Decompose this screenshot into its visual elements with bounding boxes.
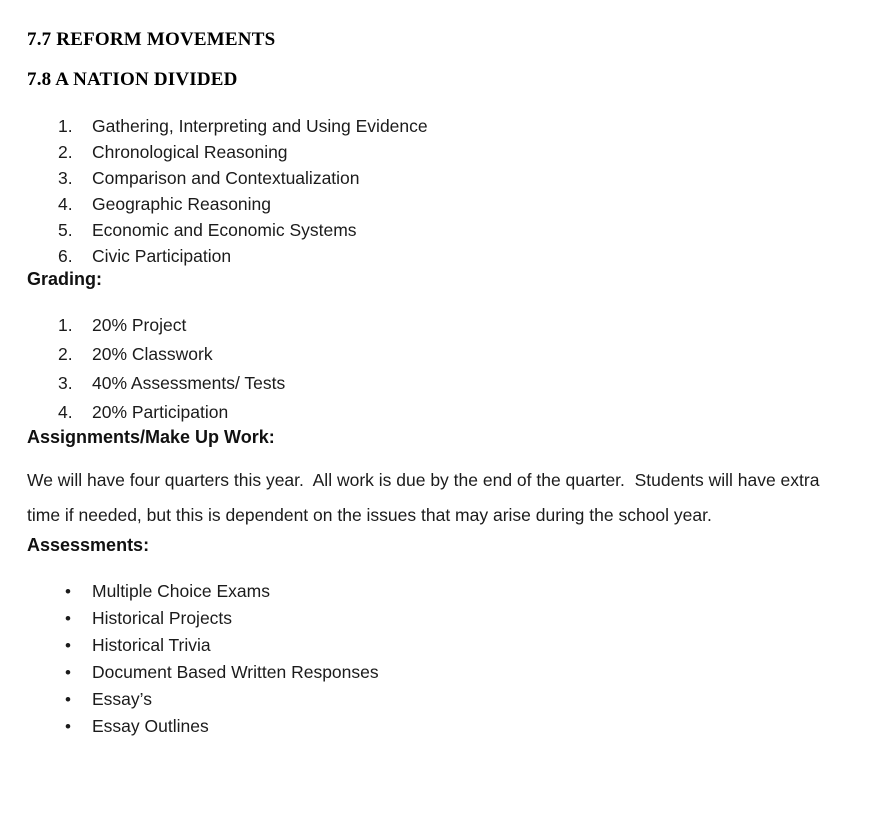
- assessments-heading: Assessments:: [27, 535, 150, 555]
- list-number: 4.: [58, 402, 73, 422]
- grading-heading: Grading:: [27, 269, 102, 289]
- list-item-text: Multiple Choice Exams: [92, 581, 270, 601]
- list-item: [27, 713, 848, 740]
- list-number: 1.: [58, 315, 73, 335]
- list-item: [27, 217, 848, 243]
- list-item-text: Essay Outlines: [92, 716, 209, 736]
- assignments-heading: Assignments/Make Up Work:: [27, 427, 275, 447]
- list-item: [27, 398, 848, 427]
- list-item: [27, 578, 848, 605]
- list-item-text: Gathering, Interpreting and Using Evidence: [92, 116, 428, 136]
- list-item-text: 20% Classwork: [92, 344, 213, 364]
- list-item: [27, 686, 848, 713]
- unit-heading-reform-movements: 7.7 REFORM MOVEMENTS: [27, 29, 276, 50]
- list-item-text: Civic Participation: [92, 246, 232, 266]
- list-number: 1.: [58, 116, 73, 136]
- list-item-text: Economic and Economic Systems: [92, 220, 357, 240]
- list-item-text: Document Based Written Responses: [92, 662, 379, 682]
- skills-numbered-list: [27, 113, 848, 269]
- assignments-paragraph: We will have four quarters this year. All work is due by the end of the quarter. Students will have extra time if needed, but this is dependent on the issues that may arise during the school year.: [27, 470, 825, 525]
- list-item-text: Essay’s: [92, 689, 152, 709]
- list-item: [27, 311, 848, 340]
- bullet-icon: •: [65, 690, 71, 709]
- bullet-icon: •: [65, 717, 71, 736]
- list-item-text: Chronological Reasoning: [92, 142, 288, 162]
- list-item: [27, 340, 848, 369]
- list-item-text: 40% Assessments/ Tests: [92, 373, 286, 393]
- list-item-text: Comparison and Contextualization: [92, 168, 360, 188]
- list-item: [27, 632, 848, 659]
- bullet-icon: •: [65, 582, 71, 601]
- list-item: [27, 165, 848, 191]
- list-number: 5.: [58, 220, 73, 240]
- unit-heading-nation-divided: 7.8 A NATION DIVIDED: [27, 69, 238, 90]
- list-number: 3.: [58, 373, 73, 393]
- bullet-icon: •: [65, 636, 71, 655]
- list-number: 2.: [58, 344, 73, 364]
- list-item-text: Historical Projects: [92, 608, 233, 628]
- list-item: [27, 605, 848, 632]
- assessments-bullet-list: [27, 578, 848, 740]
- list-item: [27, 369, 848, 398]
- list-item-text: 20% Participation: [92, 402, 229, 422]
- list-item-text: 20% Project: [92, 315, 187, 335]
- list-number: 2.: [58, 142, 73, 162]
- list-item-text: Geographic Reasoning: [92, 194, 272, 214]
- list-number: 6.: [58, 246, 73, 266]
- list-item: [27, 113, 848, 139]
- bullet-icon: •: [65, 609, 71, 628]
- list-item-text: Historical Trivia: [92, 635, 211, 655]
- list-item: [27, 139, 848, 165]
- list-number: 3.: [58, 168, 73, 188]
- grading-numbered-list: [27, 311, 848, 427]
- list-item: [27, 191, 848, 217]
- list-item: [27, 659, 848, 686]
- list-item: [27, 243, 848, 269]
- bullet-icon: •: [65, 663, 71, 682]
- list-number: 4.: [58, 194, 73, 214]
